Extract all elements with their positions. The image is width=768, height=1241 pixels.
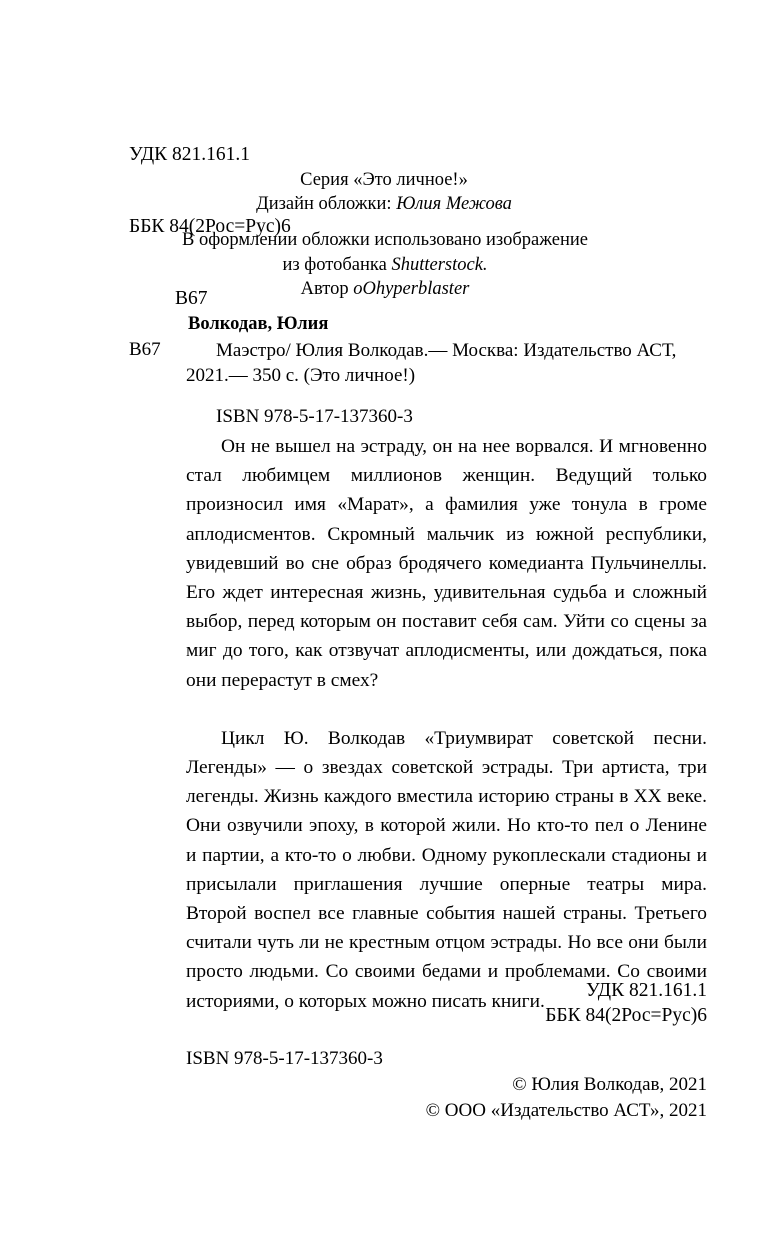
bibliographic-record [129,312,714,430]
record-body [129,338,714,388]
series-credits [160,168,608,216]
copyright-block [300,1072,707,1123]
cover-note-line-1: В оформлении обложки использовано изображение [181,230,588,250]
photo-author-name: oOhyperblaster [353,279,470,299]
footer-isbn: ISBN 978-5-17-137360-3 [186,1048,383,1069]
record-description: Маэстро/ Юлия Волкодав.— Москва: Издательство АСТ, 2021.— 350 с. (Это личное!) [186,340,677,386]
author-sign-record: В67 [129,339,161,360]
cover-design-label: Дизайн обложки: [256,194,392,214]
cover-designer-name: Юлия Межова [396,194,512,214]
cover-design-credit [160,192,608,216]
classification-codes-bottom [310,978,707,1028]
series-name: Серия «Это личное!» [300,170,468,190]
record-author: Волкодав, Юлия [188,314,329,334]
annotation-text [186,432,707,1016]
bbk-code-bottom: ББК 84(2Рос=Рус)6 [545,1005,707,1026]
author-label: Автор [300,279,349,299]
author-sign-top: В67 [175,288,208,309]
cover-note-line-2 [150,253,620,278]
record-isbn: ISBN 978-5-17-137360-3 [216,406,413,427]
photobank-name: Shutterstock. [391,254,488,275]
udk-code-bottom: УДК 821.161.1 [585,980,707,1001]
cover-note-line-3 [150,277,620,302]
annotation-paragraph-2: Цикл Ю. Волкодав «Триумвират советской песни. Легенды» — о звездах советской эстрады. Три артиста, три легенды. Жизнь каждого вместила историю страны в XX веке. Они озвучили эпоху, в которой жили. Но кто-то пел о Ленине и партии, а кто-то о любви. Одному рукоплескали стадионы и присылали приглашения лучшие оперные театры мира. Второй воспел все главные события нашей страны. Третьего считали чуть ли не крестным отцом эстрады. Но все они были просто людьми. Со своими бедами и проблемами. Со своими историями, о которых можно писать книги. [186,727,707,1012]
cover-image-credits [150,228,620,302]
udk-code-top: УДК 821.161.1 [129,144,251,165]
copyright-author: © Юлия Волкодав, 2021 [512,1074,707,1095]
photobank-label: из фотобанка [282,254,387,275]
bbk-code-top: ББК 84(2Рос=Рус)6 [129,216,291,237]
copyright-publisher: © ООО «Издательство АСТ», 2021 [425,1099,707,1121]
annotation-paragraph-1: Он не вышел на эстраду, он на нее ворвался. И мгновенно стал любимцем миллионов женщин. Ведущий только произносил имя «Марат», а фамилия уже тонула в громе аплодисментов. Скромный мальчик из южной республики, увидевший во сне образ бродячего комедианта Пульчинеллы. Его ждет интересная жизнь, удивительная судьба и сложный выбор, перед которым он поставит себя сам. Уйти со сцены за миг до того, как отзвучат аплодисменты, или дождаться, пока они перерастут в смех? [186,436,707,691]
